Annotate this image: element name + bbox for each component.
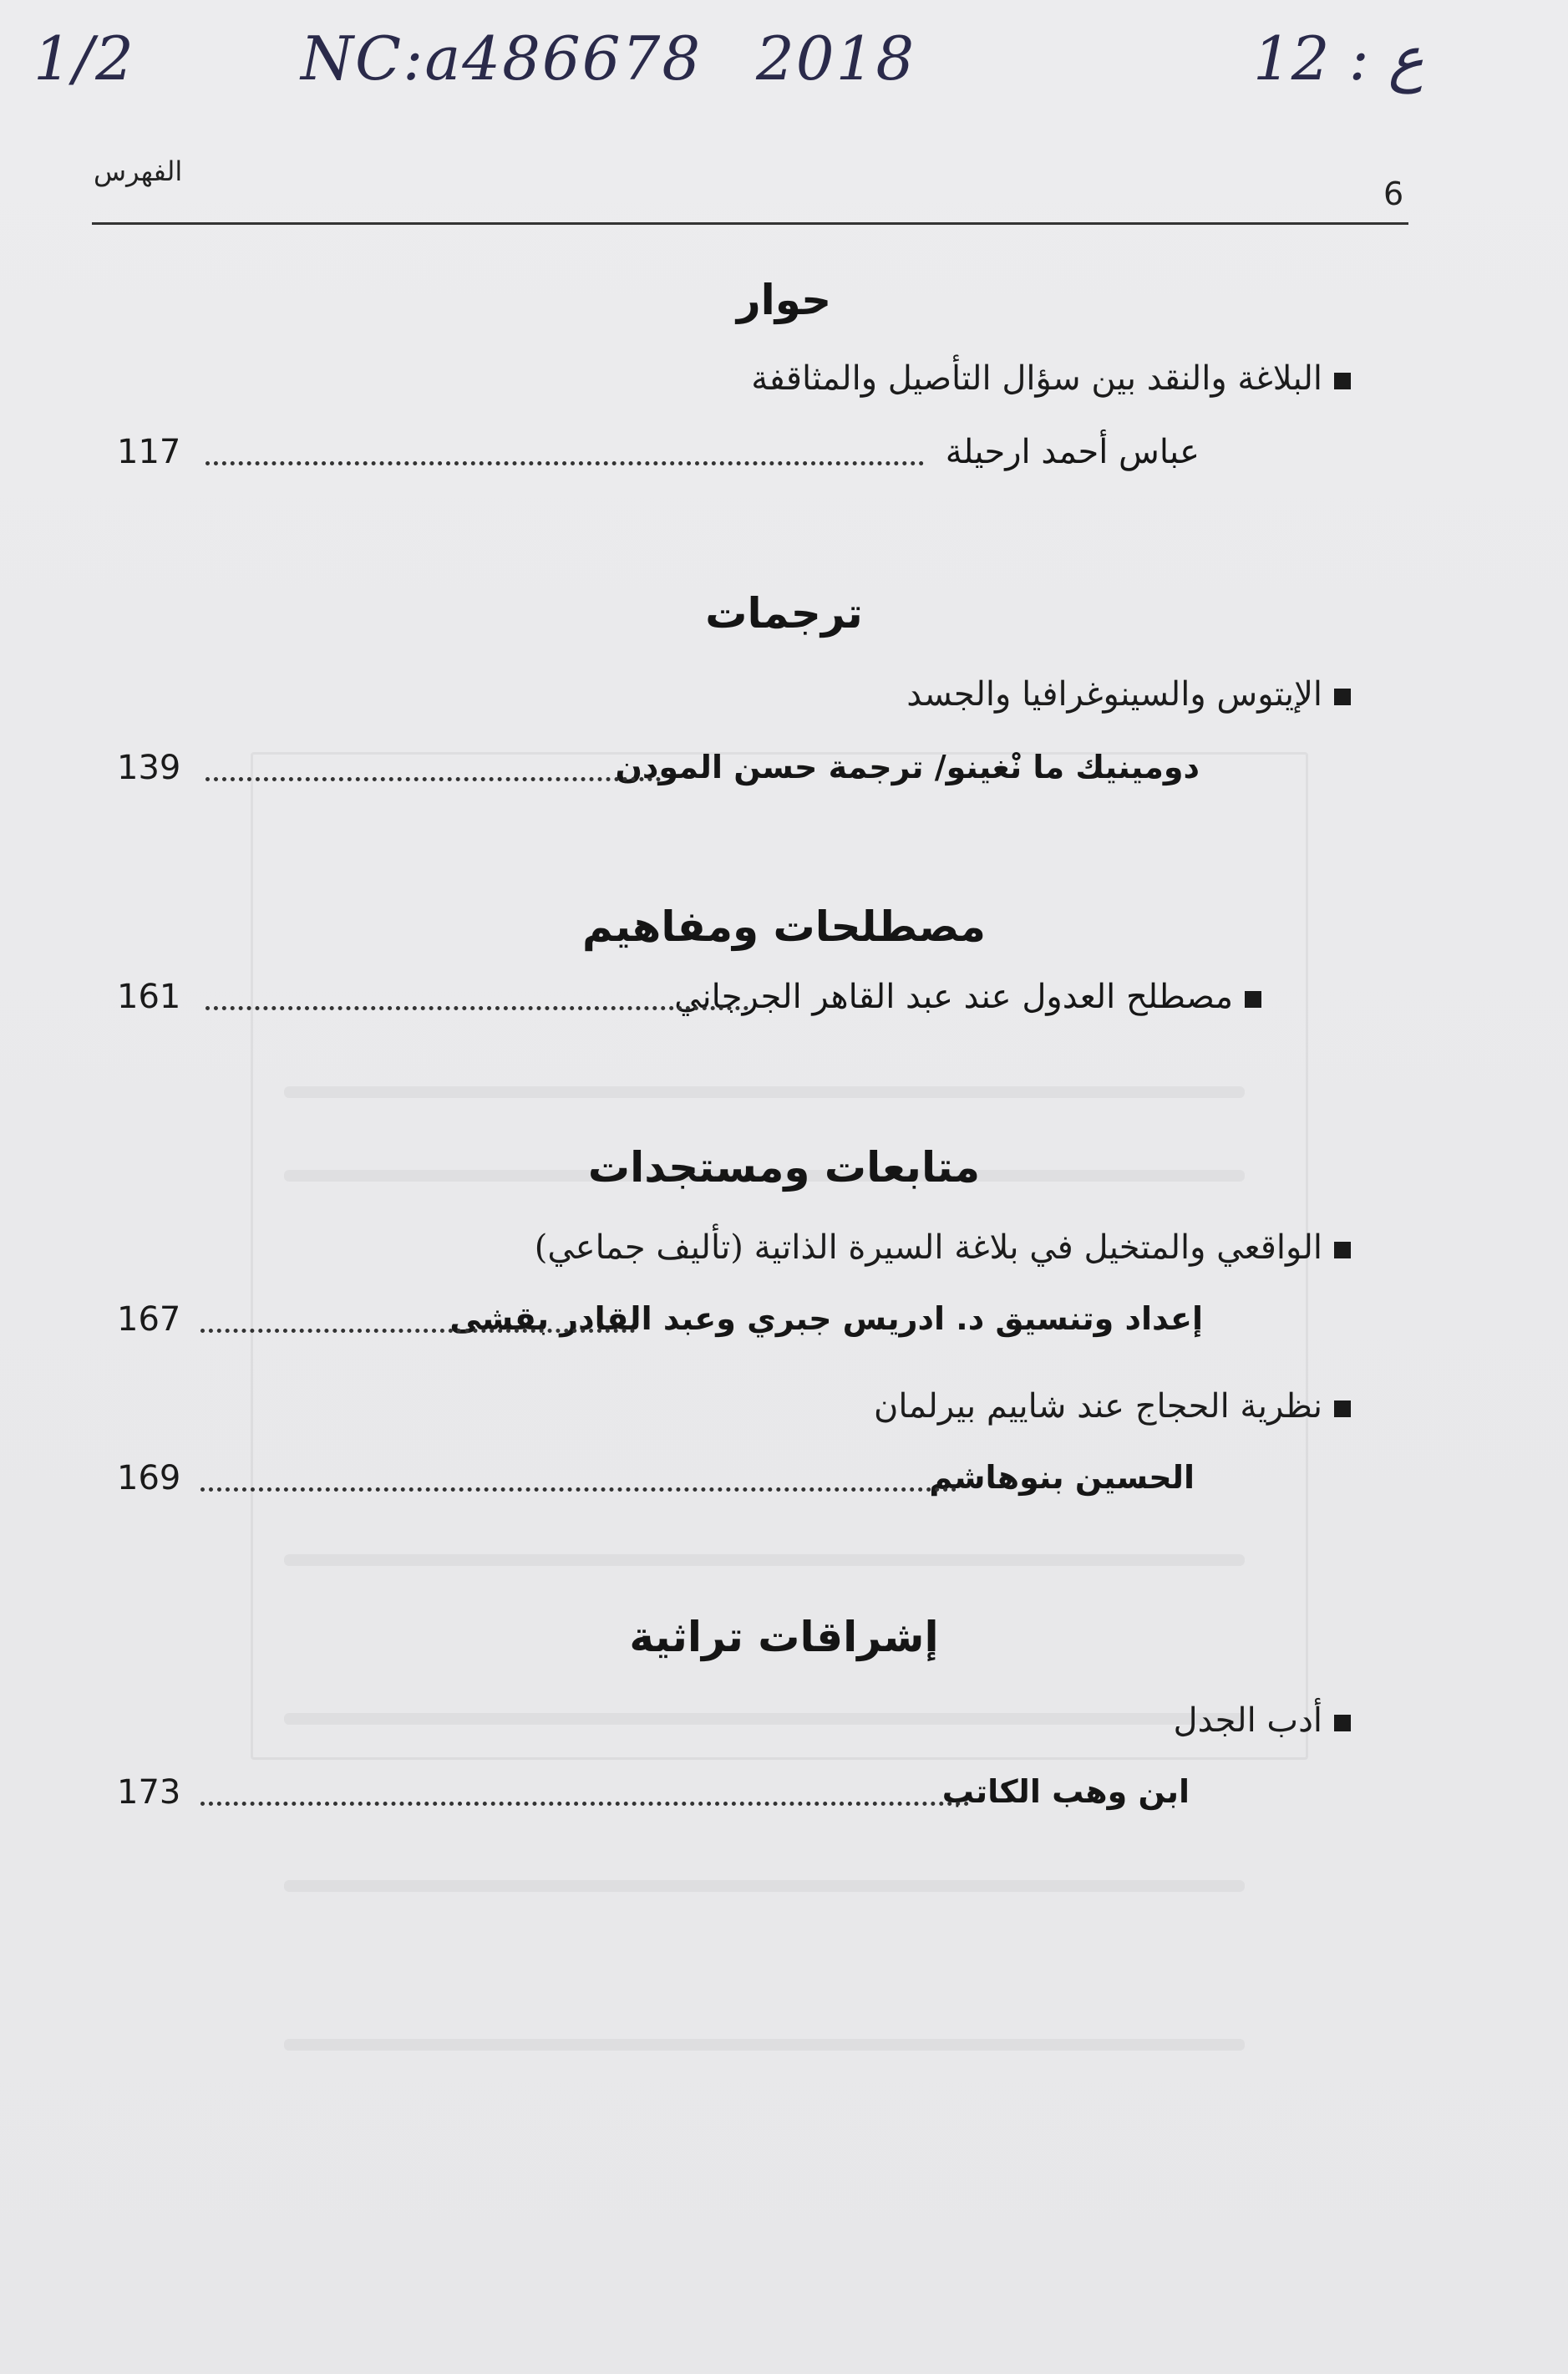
toc-entry-page: 173: [117, 1773, 181, 1812]
toc-entry-title: الإيتوس والسينوغرافيا والجسد: [906, 675, 1351, 714]
toc-entry-author: ابن وهب الكاتب: [941, 1773, 1190, 1810]
square-bullet-icon: [1334, 1242, 1351, 1258]
toc-entry-page: 167: [117, 1300, 181, 1339]
dot-leader: [200, 1329, 635, 1333]
section-heading: إشراقات تراثية: [629, 1613, 939, 1661]
dot-leader: [200, 1487, 957, 1492]
handwritten-note: ع : 12: [1253, 23, 1424, 94]
toc-entry-author: عباس أحمد ارحيلة: [945, 433, 1200, 471]
dot-leader: [206, 777, 661, 781]
toc-entry-page: 161: [117, 978, 181, 1016]
toc-entry-row[interactable]: [117, 749, 1203, 799]
square-bullet-icon: [1245, 991, 1261, 1008]
toc-entry-row[interactable]: [117, 1459, 1203, 1509]
toc-entry-author: الحسين بنوهاشم: [929, 1459, 1195, 1496]
section-heading: مصطلحات ومفاهيم: [582, 902, 986, 951]
toc-entry-title: أدب الجدل: [1174, 1701, 1351, 1740]
section-heading: متابعات ومستجدات: [587, 1143, 981, 1192]
toc-entry-author: إعداد وتنسيق د. ادريس جبري وعبد القادر بقشى: [449, 1300, 1203, 1337]
square-bullet-icon: [1334, 689, 1351, 705]
handwritten-note: 2018: [756, 23, 916, 94]
toc-entry-title: الواقعي والمتخيل في بلاغة السيرة الذاتية (تأليف جماعي): [535, 1228, 1351, 1267]
toc-entry-page: 139: [117, 749, 181, 787]
toc-entry-page: 117: [117, 433, 181, 471]
toc-entry-row[interactable]: [117, 1773, 1203, 1823]
toc-entry-title: مصطلح العدول عند عبد القاهر الجرجاني: [674, 978, 1261, 1016]
toc-entry-page: 169: [117, 1459, 181, 1497]
toc-entry-row[interactable]: [117, 978, 1233, 1028]
square-bullet-icon: [1334, 1401, 1351, 1417]
dot-leader: [206, 461, 924, 465]
toc-entry-author: دومينيك ما نْغينو/ ترجمة حسن المودن: [615, 749, 1200, 785]
toc-entry-row[interactable]: [117, 433, 1203, 483]
toc-entry-title: البلاغة والنقد بين سؤال التأصيل والمثاقفة: [751, 359, 1351, 398]
square-bullet-icon: [1334, 373, 1351, 389]
dot-leader: [206, 1006, 748, 1010]
page-number: 6: [1383, 175, 1404, 212]
dot-leader: [200, 1802, 969, 1806]
toc-entry-title: نظرية الحجاج عند شاييم بيرلمان: [874, 1387, 1351, 1426]
running-title: الفهرس: [94, 155, 183, 187]
handwritten-note: NC:a486678: [301, 23, 703, 94]
handwritten-note: 1/2: [33, 23, 135, 94]
square-bullet-icon: [1334, 1715, 1351, 1731]
section-heading: حوار: [736, 276, 832, 324]
toc-entry-row[interactable]: [117, 1300, 1203, 1350]
section-heading: ترجمات: [705, 589, 863, 638]
